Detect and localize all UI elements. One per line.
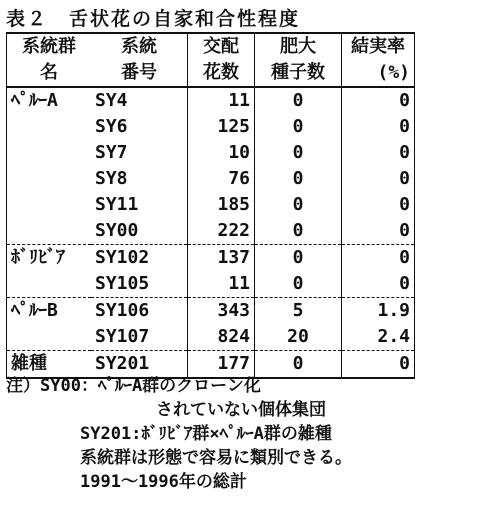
- header-code-1: 系統: [91, 33, 188, 60]
- cell-code: SY201: [91, 351, 188, 379]
- cell-group: [7, 192, 92, 218]
- table-row: [7, 114, 415, 140]
- cell-rate: 0: [342, 271, 415, 298]
- header-code-2: 番号: [91, 60, 188, 87]
- cell-seeds: 0: [255, 218, 342, 245]
- cell-seeds: 0: [255, 140, 342, 166]
- cell-rate: 0: [342, 87, 415, 114]
- note-line: 1991～1996年の総計: [80, 472, 247, 492]
- cell-rate: 1.9: [342, 298, 415, 325]
- cell-seeds: 20: [255, 324, 342, 351]
- table-row: [7, 324, 415, 351]
- table-notes: [6, 374, 352, 494]
- header-rate-2: (%): [342, 60, 415, 87]
- cell-seeds: 0: [255, 192, 342, 218]
- table-title: 表２ 舌状花の自家和合性程度: [6, 8, 301, 30]
- cell-rate: 0: [342, 351, 415, 379]
- cell-group: [7, 114, 92, 140]
- cell-flowers: 125: [188, 114, 255, 140]
- cell-group: ﾍﾟﾙｰA: [7, 87, 92, 114]
- cell-rate: 0: [342, 218, 415, 245]
- cell-seeds: 0: [255, 245, 342, 272]
- cell-flowers: 137: [188, 245, 255, 272]
- cell-group: [7, 166, 92, 192]
- cell-seeds: 0: [255, 166, 342, 192]
- cell-group: [7, 324, 92, 351]
- cell-flowers: 10: [188, 140, 255, 166]
- table-row: [7, 192, 415, 218]
- cell-code: SY11: [91, 192, 188, 218]
- cell-seeds: 0: [255, 351, 342, 379]
- cell-group: [7, 140, 92, 166]
- note-line: 系統群は形態で容易に類別できる。: [80, 448, 352, 468]
- table-row: [7, 140, 415, 166]
- note-line: 注）SY00：ﾍﾟﾙｰA群のクローン化: [6, 376, 261, 396]
- cell-rate: 2.4: [342, 324, 415, 351]
- cell-rate: 0: [342, 140, 415, 166]
- header-row-2: [7, 60, 415, 87]
- cell-flowers: 76: [188, 166, 255, 192]
- note-line: SY201:ﾎﾞﾘﾋﾞｱ群×ﾍﾟﾙｰA群の雑種: [80, 424, 332, 444]
- cell-group: ﾍﾟﾙｰB: [7, 298, 92, 325]
- cell-rate: 0: [342, 166, 415, 192]
- cell-flowers: 222: [188, 218, 255, 245]
- table-row: [7, 271, 415, 298]
- cell-code: SY4: [91, 87, 188, 114]
- header-row-1: [7, 33, 415, 60]
- table-row: [7, 218, 415, 245]
- table-row: [7, 87, 415, 114]
- header-seeds-1: 肥大: [255, 33, 342, 60]
- header-group-2: 名: [7, 60, 92, 87]
- cell-code: SY105: [91, 271, 188, 298]
- cell-seeds: 0: [255, 271, 342, 298]
- cell-seeds: 0: [255, 87, 342, 114]
- cell-group: ﾎﾞﾘﾋﾞｱ: [7, 245, 92, 272]
- cell-code: SY102: [91, 245, 188, 272]
- cell-flowers: 177: [188, 351, 255, 379]
- header-group-1: 系統群: [7, 33, 92, 60]
- cell-code: SY00: [91, 218, 188, 245]
- cell-code: SY107: [91, 324, 188, 351]
- note-line: されていない個体集団: [156, 400, 326, 420]
- cell-flowers: 11: [188, 87, 255, 114]
- cell-flowers: 343: [188, 298, 255, 325]
- cell-rate: 0: [342, 192, 415, 218]
- header-rate-1: 結実率: [342, 33, 415, 60]
- header-flowers-1: 交配: [188, 33, 255, 60]
- cell-seeds: 5: [255, 298, 342, 325]
- header-seeds-2: 種子数: [255, 60, 342, 87]
- cell-seeds: 0: [255, 114, 342, 140]
- self-compatibility-table: [6, 32, 415, 379]
- cell-flowers: 824: [188, 324, 255, 351]
- table-row: [7, 298, 415, 325]
- cell-group: 雑種: [7, 351, 92, 379]
- cell-flowers: 185: [188, 192, 255, 218]
- cell-rate: 0: [342, 245, 415, 272]
- table-row: [7, 166, 415, 192]
- cell-group: [7, 271, 92, 298]
- cell-code: SY7: [91, 140, 188, 166]
- cell-rate: 0: [342, 114, 415, 140]
- cell-code: SY8: [91, 166, 188, 192]
- cell-group: [7, 218, 92, 245]
- table-row: [7, 245, 415, 272]
- cell-code: SY106: [91, 298, 188, 325]
- cell-code: SY6: [91, 114, 188, 140]
- header-flowers-2: 花数: [188, 60, 255, 87]
- cell-flowers: 11: [188, 271, 255, 298]
